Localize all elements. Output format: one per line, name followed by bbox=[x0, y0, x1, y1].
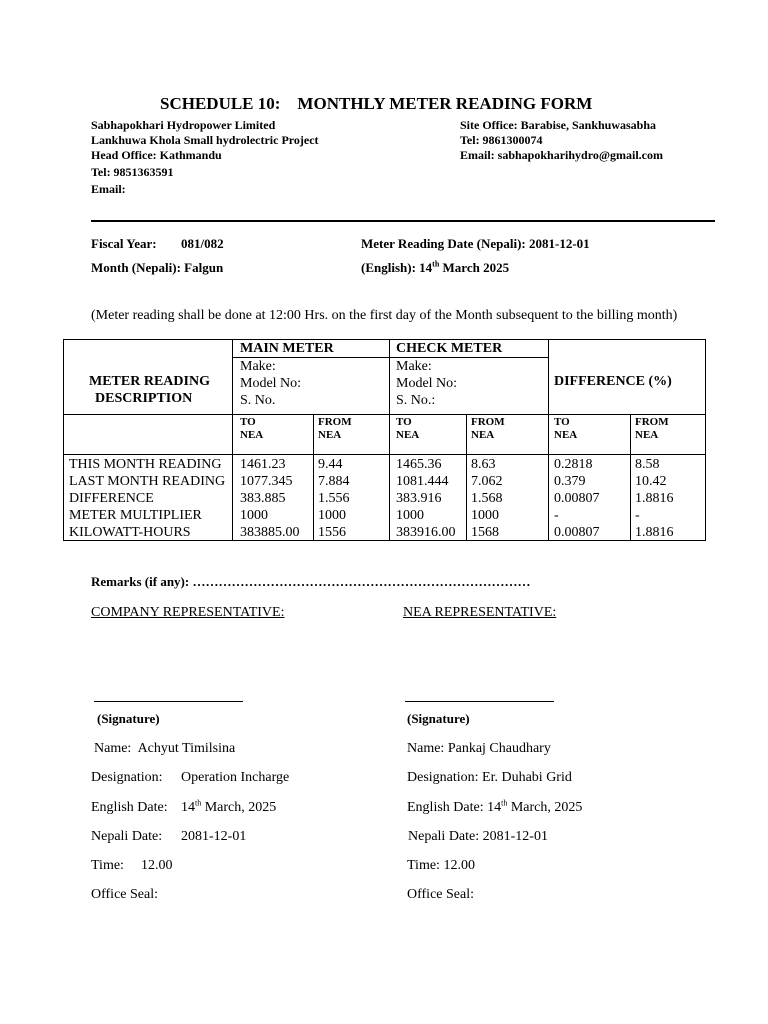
company-rep-designation-label: Designation: bbox=[91, 770, 163, 785]
meter-reading-table bbox=[63, 339, 706, 541]
desc-header-line1: METER READING bbox=[89, 374, 210, 389]
company-rep-heading: COMPANY REPRESENTATIVE: bbox=[91, 605, 285, 620]
diff-to-cell: 0.2818 bbox=[554, 457, 593, 472]
table-vline bbox=[389, 340, 390, 541]
company-rep-nepali-date-value: 2081-12-01 bbox=[181, 829, 247, 844]
check-meter-model: Model No: bbox=[396, 376, 458, 391]
nea-rep-nepali-date: Nepali Date: 2081-12-01 bbox=[408, 829, 548, 844]
main-to-cell: 1000 bbox=[240, 508, 268, 523]
company-rep-time-value: 12.00 bbox=[141, 858, 173, 873]
diff-from-header: FROM NEA bbox=[635, 416, 669, 441]
main-to-cell: 383885.00 bbox=[240, 525, 300, 540]
company-email: Email: bbox=[91, 182, 126, 196]
main-from-header: FROM NEA bbox=[318, 416, 352, 441]
company-rep-english-date-value: 14th March, 2025 bbox=[181, 798, 277, 815]
reading-note: (Meter reading shall be done at 12:00 Hrs. on the first day of the Month subsequent to the billing month) bbox=[91, 308, 678, 323]
main-meter-make: Make: bbox=[240, 359, 276, 374]
project-name: Lankhuwa Khola Small hydrolectric Project bbox=[91, 133, 319, 147]
diff-from-cell: - bbox=[635, 508, 640, 523]
main-from-cell: 1000 bbox=[318, 508, 346, 523]
check-from-cell: 1568 bbox=[471, 525, 499, 540]
diff-from-cell: 1.8816 bbox=[635, 491, 674, 506]
header-divider bbox=[91, 220, 715, 222]
company-rep-nepali-date-label: Nepali Date: bbox=[91, 829, 163, 844]
company-signature-line bbox=[94, 701, 243, 702]
main-meter-sno: S. No. bbox=[240, 393, 276, 408]
nea-rep-time: Time: 12.00 bbox=[407, 858, 475, 873]
row-label: LAST MONTH READING bbox=[69, 474, 226, 489]
diff-from-cell: 1.8816 bbox=[635, 525, 674, 540]
main-to-cell: 383.885 bbox=[240, 491, 286, 506]
month-nepali: Month (Nepali): Falgun bbox=[91, 260, 224, 275]
main-meter-title: MAIN METER bbox=[240, 341, 334, 356]
nea-rep-english-date: English Date: 14th March, 2025 bbox=[407, 798, 583, 815]
main-meter-model: Model No: bbox=[240, 376, 302, 391]
main-to-cell: 1077.345 bbox=[240, 474, 293, 489]
nea-rep-name: Name: Pankaj Chaudhary bbox=[407, 741, 551, 756]
check-to-cell: 383916.00 bbox=[396, 525, 456, 540]
check-meter-title: CHECK METER bbox=[396, 341, 503, 356]
check-to-cell: 1465.36 bbox=[396, 457, 442, 472]
nea-signature-line bbox=[405, 701, 554, 702]
check-to-cell: 1000 bbox=[396, 508, 424, 523]
table-vline bbox=[232, 340, 233, 541]
check-to-cell: 383.916 bbox=[396, 491, 442, 506]
company-tel: Tel: 9851363591 bbox=[91, 165, 174, 179]
row-label: KILOWATT-HOURS bbox=[69, 525, 191, 540]
row-label: DIFFERENCE bbox=[69, 491, 154, 506]
form-title: SCHEDULE 10: MONTHLY METER READING FORM bbox=[160, 94, 593, 113]
remarks: Remarks (if any): …………………………………………………………………… bbox=[91, 574, 531, 589]
main-to-header: TO NEA bbox=[240, 416, 264, 441]
nea-rep-designation: Designation: Er. Duhabi Grid bbox=[407, 770, 572, 785]
check-from-cell: 1000 bbox=[471, 508, 499, 523]
diff-to-header: TO NEA bbox=[554, 416, 578, 441]
main-to-cell: 1461.23 bbox=[240, 457, 286, 472]
diff-to-cell: 0.379 bbox=[554, 474, 586, 489]
reading-date-english: (English): 14th March 2025 bbox=[361, 259, 510, 275]
fiscal-year-value: 081/082 bbox=[181, 236, 224, 251]
check-from-cell: 1.568 bbox=[471, 491, 503, 506]
table-hline bbox=[64, 454, 705, 455]
diff-from-cell: 8.58 bbox=[635, 457, 660, 472]
table-vline bbox=[548, 340, 549, 541]
check-from-header: FROM NEA bbox=[471, 416, 505, 441]
site-office: Site Office: Barabise, Sankhuwasabha bbox=[460, 118, 657, 132]
company-rep-time-label: Time: bbox=[91, 858, 124, 873]
site-tel: Tel: 9861300074 bbox=[460, 133, 543, 147]
table-vline bbox=[630, 414, 631, 541]
main-from-cell: 1.556 bbox=[318, 491, 350, 506]
company-rep-office-seal: Office Seal: bbox=[91, 887, 158, 902]
company-rep-name: Name: Achyut Timilsina bbox=[94, 741, 236, 756]
row-label: THIS MONTH READING bbox=[69, 457, 222, 472]
diff-to-cell: 0.00807 bbox=[554, 491, 600, 506]
table-hline bbox=[232, 357, 548, 358]
main-from-cell: 1556 bbox=[318, 525, 346, 540]
main-from-cell: 7.884 bbox=[318, 474, 350, 489]
difference-header: DIFFERENCE (%) bbox=[554, 374, 672, 389]
table-vline bbox=[466, 414, 467, 541]
check-meter-make: Make: bbox=[396, 359, 432, 374]
nea-signature-label: (Signature) bbox=[407, 711, 470, 726]
main-from-cell: 9.44 bbox=[318, 457, 343, 472]
table-vline bbox=[313, 414, 314, 541]
company-signature-label: (Signature) bbox=[97, 711, 160, 726]
table-hline bbox=[64, 414, 705, 415]
fiscal-year-label: Fiscal Year: bbox=[91, 236, 157, 251]
row-label: METER MULTIPLIER bbox=[69, 508, 202, 523]
site-email: Email: sabhapokharihydro@gmail.com bbox=[460, 148, 663, 162]
nea-rep-office-seal: Office Seal: bbox=[407, 887, 474, 902]
check-from-cell: 7.062 bbox=[471, 474, 503, 489]
head-office: Head Office: Kathmandu bbox=[91, 148, 222, 162]
check-from-cell: 8.63 bbox=[471, 457, 496, 472]
company-rep-english-date-label: English Date: bbox=[91, 800, 168, 815]
company-rep-designation-value: Operation Incharge bbox=[181, 770, 290, 785]
check-meter-sno: S. No.: bbox=[396, 393, 436, 408]
company-name: Sabhapokhari Hydropower Limited bbox=[91, 118, 276, 132]
nea-rep-heading: NEA REPRESENTATIVE: bbox=[403, 605, 557, 620]
check-to-cell: 1081.444 bbox=[396, 474, 449, 489]
diff-to-cell: 0.00807 bbox=[554, 525, 600, 540]
reading-date-nepali: Meter Reading Date (Nepali): 2081-12-01 bbox=[361, 236, 590, 251]
check-to-header: TO NEA bbox=[396, 416, 420, 441]
desc-header-line2: DESCRIPTION bbox=[95, 391, 193, 406]
diff-to-cell: - bbox=[554, 508, 559, 523]
diff-from-cell: 10.42 bbox=[635, 474, 667, 489]
